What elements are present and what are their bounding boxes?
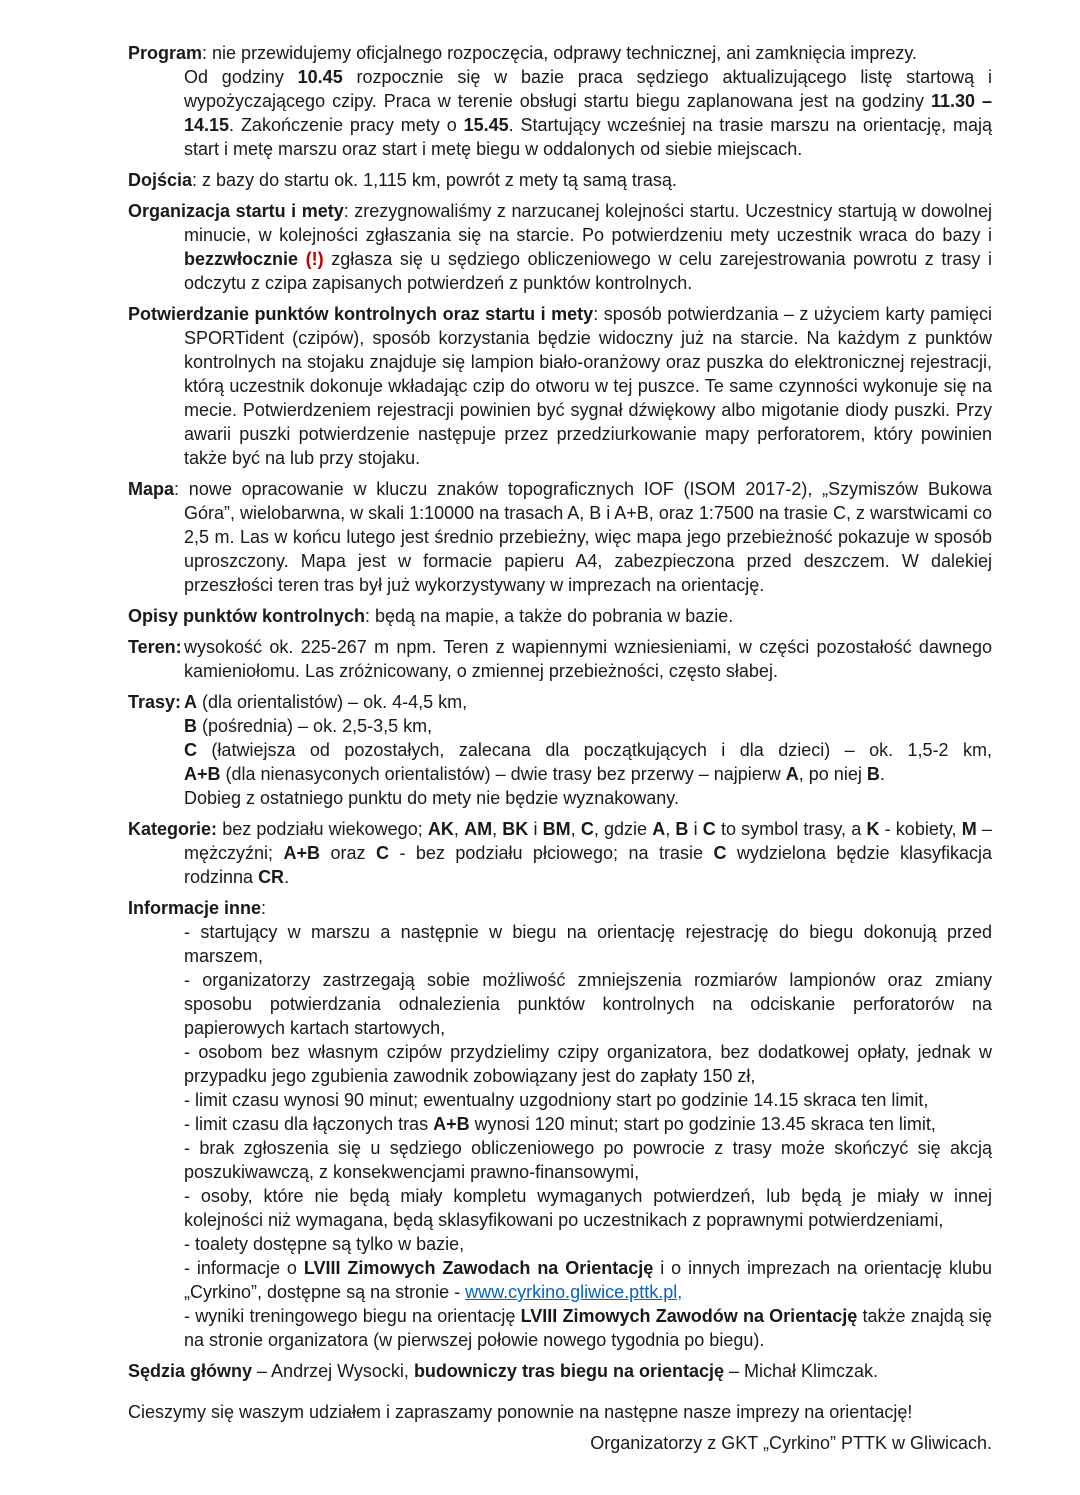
text-run: - wyniki treningowego biegu na orientację bbox=[184, 1306, 521, 1326]
text-run: – Michał Klimczak. bbox=[724, 1361, 879, 1381]
paragraph-teren bbox=[128, 635, 992, 683]
text-run: - limit czasu dla łączonych tras bbox=[184, 1114, 434, 1134]
bold-text-run: Kategorie: bbox=[128, 819, 218, 839]
paragraph-program-intro bbox=[128, 41, 992, 65]
text-run: zgłasza się u sędziego obliczeniowego w celu zarejestrowania powrotu z trasy i odczytu z czipa zapisanych potwierdzeń z punktów kontrolnych. bbox=[184, 249, 992, 293]
text-run: wysokość ok. 225-267 m npm. Teren z wapiennymi wzniesieniami, w części pozostałość dawnego kamieniołomu. Las zróżnicowany, o zmiennej przebieżności, często słabej. bbox=[184, 637, 992, 681]
paragraph-info-czipy bbox=[184, 1040, 992, 1088]
text-run: - organizatorzy zastrzegają sobie możliwość zmniejszenia rozmiarów lampionów oraz zmiany sposobu potwierdzania odnalezienia punktów kontrolnych na odciskanie perforatorów na papierowych kartach startowych, bbox=[184, 970, 992, 1038]
text-run: (pośrednia) – ok. 2,5-3,5 km, bbox=[197, 716, 433, 736]
text-run: także znajdą się na stronie organizatora (w pierwszej połowie nowego tygodnia po biegu). bbox=[184, 1306, 993, 1350]
text-run: , bbox=[453, 819, 465, 839]
paragraph-trasy-ab bbox=[184, 762, 992, 786]
website-link[interactable]: www.cyrkino.gliwice.pttk.pl, bbox=[465, 1282, 683, 1302]
text-run: - startujący w marszu a następnie w biegu na orientację rejestrację do biegu dokonują przed marszem, bbox=[184, 922, 992, 966]
bold-text-run: 15.45 bbox=[463, 115, 509, 135]
bold-text-run: A bbox=[785, 764, 799, 784]
text-run: wydzielona będzie klasyfikacja rodzinna bbox=[184, 843, 992, 887]
paragraph-potwierdzanie-punktow bbox=[128, 302, 992, 470]
paragraph-info-potwierdzenia bbox=[184, 1184, 992, 1232]
paragraph-trasy-b bbox=[184, 714, 992, 738]
bold-text-run: Dojścia bbox=[128, 170, 193, 190]
red-exclamation: (!) bbox=[305, 249, 324, 269]
text-run: wynosi 120 minut; start po godzinie 13.45 skraca ten limit, bbox=[469, 1114, 936, 1134]
section-label: Trasy: bbox=[128, 692, 182, 712]
bold-text-run: K bbox=[866, 819, 880, 839]
paragraph-organizatorzy bbox=[128, 1431, 992, 1455]
bold-text-run: A bbox=[652, 819, 666, 839]
text-run: i bbox=[528, 819, 543, 839]
text-run: : nowe opracowanie w kluczu znaków topograficznych IOF (ISOM 2017-2), „Szymiszów Bukowa Góra”, wielobarwna, w skali 1:10000 na trasach A, B i A+B, oraz 1:7500 na trasie C, z warstwicami co 2,5 m. Las w końcu lutego jest średnio przebieżny, więc mapa jego przebieżność pokazuje w sposób uproszczony. Mapa jest w formacie papieru A4, zabezpieczona przed deszczem. W dalekiej przeszłości teren tras był już wykorzystywany w imprezach na orientację. bbox=[174, 479, 992, 595]
text-run: Dobieg z ostatniego punktu do mety nie będzie wyznakowany. bbox=[184, 788, 679, 808]
bold-text-run: C bbox=[702, 819, 716, 839]
paragraph-trasy-dobieg bbox=[184, 786, 992, 810]
bold-text-run: A bbox=[184, 692, 197, 712]
paragraph-opisy-punktow bbox=[128, 604, 992, 628]
bold-text-run: LVIII Zimowych Zawodach na Orientację bbox=[303, 1258, 654, 1278]
bold-text-run: C bbox=[580, 819, 594, 839]
text-run: Organizatorzy z GKT „Cyrkino” PTTK w Gliwicach. bbox=[590, 1433, 992, 1453]
bold-text-run: C bbox=[375, 843, 389, 863]
bold-text-run: bezzwłocznie bbox=[184, 249, 299, 269]
paragraph-info-limit-120 bbox=[184, 1112, 992, 1136]
text-run: Cieszymy się waszym udziałem i zapraszamy ponownie na następne nasze imprezy na orientację! bbox=[128, 1402, 913, 1422]
bold-text-run: Program bbox=[128, 43, 203, 63]
paragraph-kategorie bbox=[128, 817, 992, 889]
paragraph-info-brak-zgloszenia bbox=[184, 1136, 992, 1184]
text-run: : bbox=[261, 898, 267, 918]
paragraph-program-schedule bbox=[184, 65, 992, 161]
text-run: – Andrzej Wysocki, bbox=[252, 1361, 414, 1381]
paragraph-mapa bbox=[128, 477, 992, 597]
bold-text-run: C bbox=[713, 843, 727, 863]
bold-text-run: M bbox=[961, 819, 977, 839]
text-run: i bbox=[688, 819, 703, 839]
document-body bbox=[128, 41, 992, 1455]
text-run: : nie przewidujemy oficjalnego rozpoczęcia, odprawy technicznej, ani zamknięcia imprezy. bbox=[202, 43, 918, 63]
bold-text-run: AM bbox=[464, 819, 493, 839]
text-run bbox=[298, 249, 306, 269]
paragraph-organizacja-startu-i-mety bbox=[128, 199, 992, 295]
text-run: – mężczyźni; bbox=[184, 819, 992, 863]
paragraph-informacje-inne bbox=[128, 896, 992, 920]
bold-text-run: AK bbox=[427, 819, 454, 839]
paragraph-info-rejestracja bbox=[184, 920, 992, 968]
text-run: (dla orientalistów) – ok. 4-4,5 km, bbox=[197, 692, 468, 712]
paragraph-info-toalety bbox=[184, 1232, 992, 1256]
bold-text-run: CR bbox=[258, 867, 285, 887]
text-run: - kobiety, bbox=[879, 819, 962, 839]
text-run: , bbox=[492, 819, 503, 839]
text-run: - informacje o bbox=[184, 1258, 304, 1278]
bold-text-run: Potwierdzanie punktów kontrolnych oraz startu i mety bbox=[128, 304, 594, 324]
bold-text-run: A+B bbox=[433, 1114, 470, 1134]
text-run: to symbol trasy, a bbox=[715, 819, 867, 839]
text-run: - osobom bez własnym czipów przydzielimy czipy organizatora, bez dodatkowej opłaty, jednak w przypadku jego zgubienia zawodnik zobowiązany jest do zapłaty 150 zł, bbox=[184, 1042, 992, 1086]
text-run: , bbox=[665, 819, 676, 839]
text-run: , bbox=[570, 819, 581, 839]
section-label: Teren: bbox=[128, 637, 182, 657]
text-run: (łatwiejsza od pozostałych, zalecana dla początkujących i dla dzieci) – ok. 1,5-2 km, bbox=[197, 740, 992, 760]
paragraph-info-lampiony bbox=[184, 968, 992, 1040]
paragraph-trasy-a bbox=[128, 690, 992, 714]
bold-text-run: Organizacja startu i mety bbox=[128, 201, 344, 221]
paragraph-info-strona bbox=[184, 1256, 992, 1304]
bold-text-run: 11.30 – 14.15 bbox=[184, 91, 993, 135]
text-run: bez podziału wiekowego; bbox=[217, 819, 428, 839]
text-run: oraz bbox=[320, 843, 376, 863]
bold-text-run: Opisy punktów kontrolnych bbox=[128, 606, 366, 626]
text-run: . Zakończenie pracy mety o bbox=[229, 115, 464, 135]
text-run: - limit czasu wynosi 90 minut; ewentualny uzgodniony start po godzinie 14.15 skraca ten limit, bbox=[184, 1090, 929, 1110]
text-run: rozpocznie się w bazie praca sędziego aktualizującego listę startową i wypożyczającego czipy. Praca w terenie obsługi startu biegu zaplanowana jest na godziny bbox=[184, 67, 992, 111]
text-run: . bbox=[284, 867, 290, 887]
paragraph-info-wyniki bbox=[184, 1304, 992, 1352]
bold-text-run: A+B bbox=[184, 764, 221, 784]
text-run: - toalety dostępne są tylko w bazie, bbox=[184, 1234, 465, 1254]
text-run: , po niej bbox=[798, 764, 867, 784]
bold-text-run: LVIII Zimowych Zawodów na Orientację bbox=[520, 1306, 858, 1326]
text-run: Od godziny bbox=[184, 67, 298, 87]
text-run: . Startujący wcześniej na trasie marszu na orientację, mają start i metę marszu oraz start i metę biegu w oddalonych od siebie miejscach. bbox=[184, 115, 992, 159]
paragraph-podziekowanie bbox=[128, 1400, 992, 1424]
bold-text-run: C bbox=[184, 740, 197, 760]
paragraph-info-limit-90 bbox=[184, 1088, 992, 1112]
bold-text-run: Sędzia główny bbox=[128, 1361, 253, 1381]
bold-text-run: A+B bbox=[283, 843, 321, 863]
text-run: : będą na mapie, a także do pobrania w bazie. bbox=[365, 606, 734, 626]
paragraph-trasy-c bbox=[184, 738, 992, 762]
text-run: : z bazy do startu ok. 1,115 km, powrót z mety tą samą trasą. bbox=[192, 170, 677, 190]
text-run: . bbox=[879, 764, 885, 784]
text-run: - bez podziału płciowego; na trasie bbox=[388, 843, 714, 863]
bold-text-run: 10.45 bbox=[297, 67, 343, 87]
bold-text-run: BM bbox=[542, 819, 571, 839]
bold-text-run: Informacje inne bbox=[128, 898, 262, 918]
text-run: - osoby, które nie będą miały kompletu wymaganych potwierdzeń, lub będą je miały w innej kolejności niż wymagana, będą sklasyfikowani po uczestnikach z poprawnymi potwierdzeniami, bbox=[184, 1186, 992, 1230]
bold-text-run: budowniczy tras biegu na orientację bbox=[413, 1361, 724, 1381]
paragraph-sedzia-glowny bbox=[128, 1359, 992, 1383]
paragraph-dojscia bbox=[128, 168, 992, 192]
bold-text-run: B bbox=[866, 764, 880, 784]
text-run: : zrezygnowaliśmy z narzucanej kolejności startu. Uczestnicy startują w dowolnej minucie, w kolejności zgłaszania się na starcie. Po potwierdzeniu mety uczestnik wraca do bazy i bbox=[184, 201, 993, 245]
bold-text-run: B bbox=[184, 716, 197, 736]
text-run: i o innych imprezach na orientację klubu „Cyrkino”, dostępne są na stronie - bbox=[184, 1258, 992, 1302]
text-run: : sposób potwierdzania – z użyciem karty pamięci SPORTident (czipów), sposób korzystania będzie widoczny już na starcie. Na każdym z punktów kontrolnych na stojaku znajduje się lampion biało-oranżowy oraz puszka do elektronicznej rejestracji, którą uczestnik dokonuje wkładając czip do otworu w tej puszce. Te same czynności wykonuje się na mecie. Potwierdzeniem rejestracji powinien być sygnał dźwiękowy albo migotanie diody puszki. Przy awarii puszki potwierdzenie następuje przez przedziurkowanie mapy perforatorem, który powinien także być na lub przy stojaku. bbox=[184, 304, 992, 468]
text-run: - brak zgłoszenia się u sędziego obliczeniowego po powrocie z trasy może skończyć się akcją poszukiwawczą, z konsekwencjami prawno-finansowymi, bbox=[184, 1138, 992, 1182]
bold-text-run: BK bbox=[502, 819, 529, 839]
text-run: , gdzie bbox=[593, 819, 653, 839]
bold-text-run: Mapa bbox=[128, 479, 175, 499]
text-run: (dla nienasyconych orientalistów) – dwie trasy bez przerwy – najpierw bbox=[220, 764, 786, 784]
bold-text-run: B bbox=[675, 819, 689, 839]
